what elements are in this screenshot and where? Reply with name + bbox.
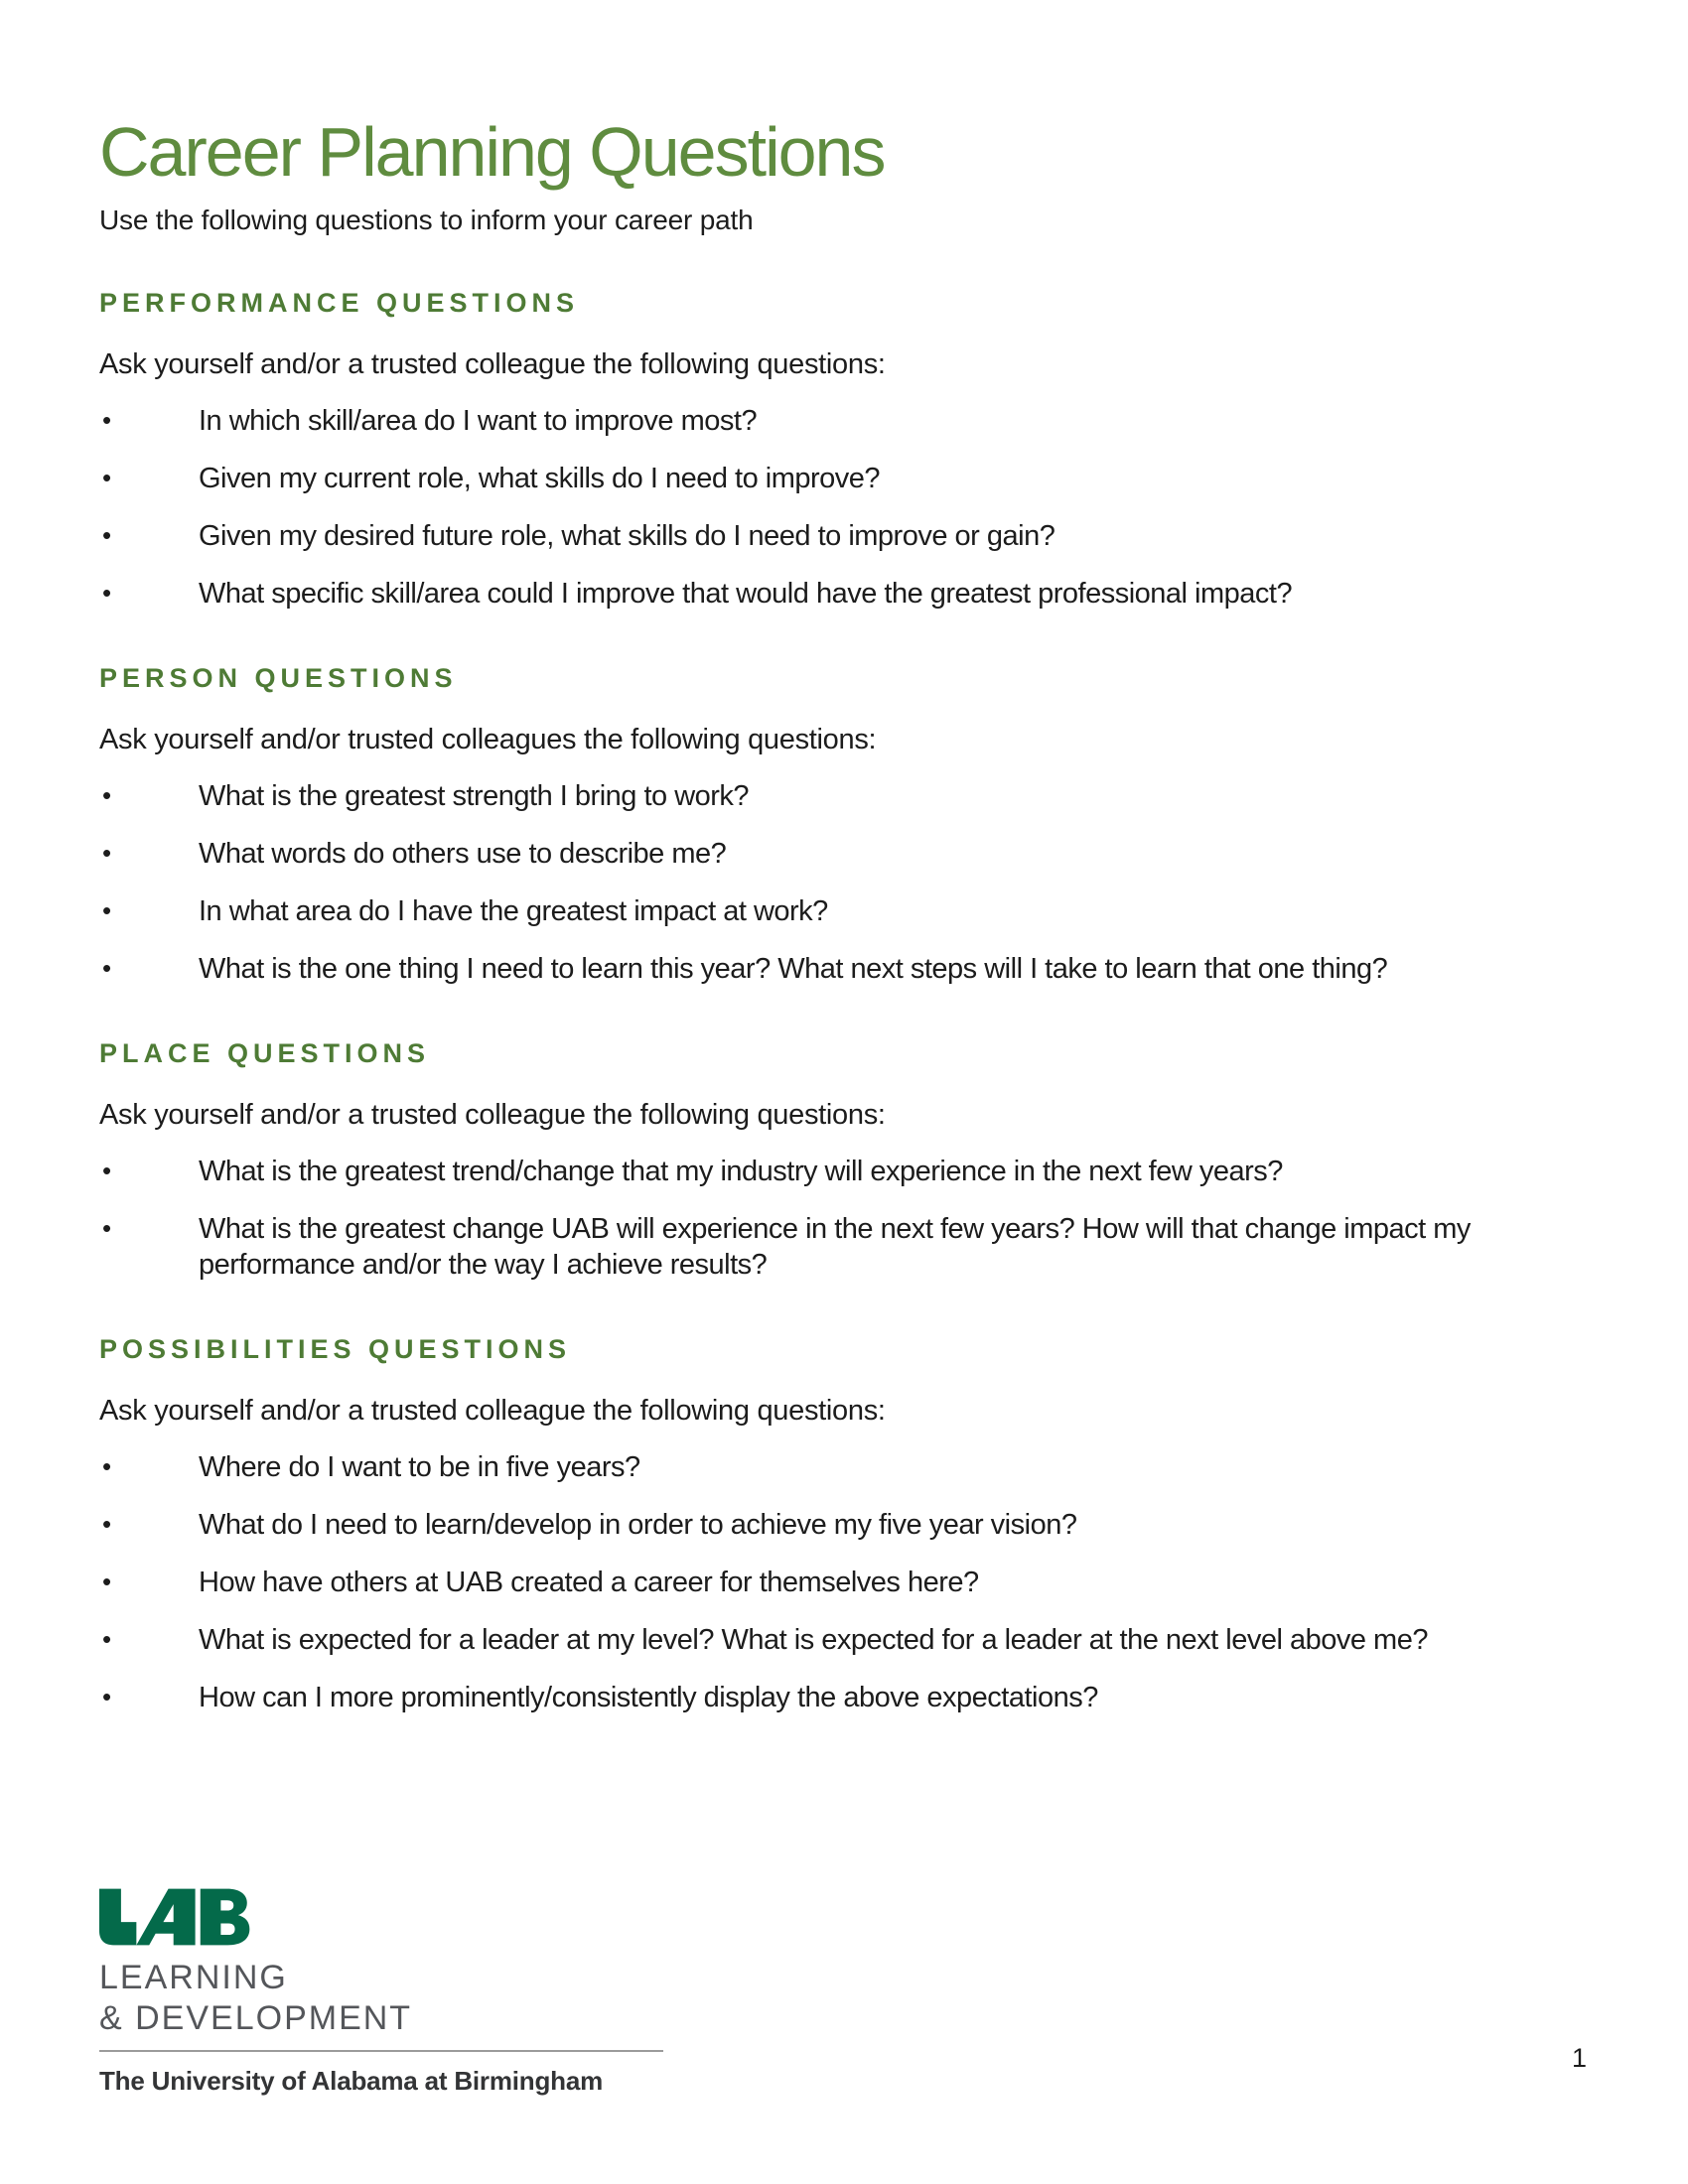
bullet-glyph: •: [102, 404, 111, 435]
bullet-glyph: •: [102, 837, 111, 868]
bullet-item: [99, 1449, 1628, 1485]
bullet-item: [99, 836, 1628, 872]
bullet-text: Where do I want to be in five years?: [199, 1450, 640, 1483]
bullet-item: [99, 518, 1628, 554]
bullet-glyph: •: [102, 894, 111, 925]
section-performance-questions: [99, 288, 1628, 612]
bullet-item: [99, 576, 1628, 612]
bullet-text: In which skill/area do I want to improve most?: [199, 404, 758, 437]
bullet-text: What words do others use to describe me?: [199, 837, 727, 870]
section-heading: PERFORMANCE QUESTIONS: [99, 287, 580, 318]
bullet-item: [99, 1680, 1628, 1715]
question-list: [99, 1154, 1628, 1283]
footer-divider: [99, 2050, 663, 2052]
bullet-glyph: •: [102, 1508, 111, 1539]
footer-development-label: & DEVELOPMENT: [99, 1999, 413, 2038]
section-heading: PERSON QUESTIONS: [99, 662, 458, 693]
uab-logo-icon: [99, 1888, 250, 1946]
bullet-item: [99, 1565, 1628, 1600]
section-possibilities-questions: [99, 1334, 1628, 1715]
section-heading: PLACE QUESTIONS: [99, 1037, 431, 1068]
page-title: Career Planning Questions: [99, 113, 885, 191]
section-person-questions: [99, 663, 1628, 987]
bullet-text: What is the greatest strength I bring to work?: [199, 779, 750, 812]
bullet-text: What is expected for a leader at my level? What is expected for a leader at the next level above me?: [199, 1623, 1428, 1656]
footer-university-name: The University of Alabama at Birmingham: [99, 2065, 604, 2096]
bullet-text: What do I need to learn/develop in order to achieve my five year vision?: [199, 1508, 1077, 1541]
bullet-glyph: •: [102, 1155, 111, 1185]
bullet-glyph: •: [102, 1450, 111, 1481]
section-intro: Ask yourself and/or a trusted colleague the following questions:: [99, 1098, 886, 1131]
bullet-text: How have others at UAB created a career for themselves here?: [199, 1566, 979, 1598]
page-number: 1: [1572, 2043, 1588, 2073]
section-intro: Ask yourself and/or a trusted colleague the following questions:: [99, 1394, 886, 1427]
footer-learning-label: LEARNING: [99, 1959, 288, 1996]
bullet-item: [99, 461, 1628, 496]
question-list: [99, 778, 1628, 987]
bullet-glyph: •: [102, 1681, 111, 1711]
bullet-item: [99, 893, 1628, 929]
bullet-glyph: •: [102, 519, 111, 550]
bullet-item: [99, 1154, 1628, 1189]
bullet-text: Given my desired future role, what skills do I need to improve or gain?: [199, 519, 1055, 552]
bullet-text: What is the greatest trend/change that my industry will experience in the next few years?: [199, 1155, 1283, 1187]
bullet-glyph: •: [102, 462, 111, 492]
bullet-item: [99, 1622, 1628, 1658]
bullet-item: [99, 951, 1628, 987]
document-page: [99, 0, 1628, 1715]
bullet-glyph: •: [102, 1566, 111, 1596]
bullet-glyph: •: [102, 779, 111, 810]
bullet-glyph: •: [102, 1212, 111, 1243]
bullet-text: How can I more prominently/consistently display the above expectations?: [199, 1681, 1098, 1713]
bullet-item: [99, 403, 1628, 439]
bullet-text: What specific skill/area could I improve that would have the greatest professional impact?: [199, 577, 1293, 610]
section-intro: Ask yourself and/or a trusted colleague the following questions:: [99, 347, 886, 380]
bullet-item: [99, 778, 1628, 814]
bullet-glyph: •: [102, 952, 111, 983]
bullet-item: [99, 1211, 1628, 1283]
bullet-glyph: •: [102, 1623, 111, 1654]
bullet-text: What is the one thing I need to learn this year? What next steps will I take to learn that one thing?: [199, 952, 1388, 985]
bullet-glyph: •: [102, 577, 111, 608]
footer-logo-block: [99, 1888, 794, 2097]
bullet-text: In what area do I have the greatest impact at work?: [199, 894, 828, 927]
bullet-text: What is the greatest change UAB will experience in the next few years? How will that change impact my performance and/or the way I achieve results?: [199, 1212, 1471, 1281]
section-intro: Ask yourself and/or trusted colleagues the following questions:: [99, 723, 877, 755]
page-subtitle: Use the following questions to inform your career path: [99, 204, 754, 235]
question-list: [99, 403, 1628, 612]
question-list: [99, 1449, 1628, 1715]
bullet-text: Given my current role, what skills do I need to improve?: [199, 462, 881, 494]
bullet-item: [99, 1507, 1628, 1543]
section-heading: POSSIBILITIES QUESTIONS: [99, 1333, 572, 1364]
section-place-questions: [99, 1038, 1628, 1283]
